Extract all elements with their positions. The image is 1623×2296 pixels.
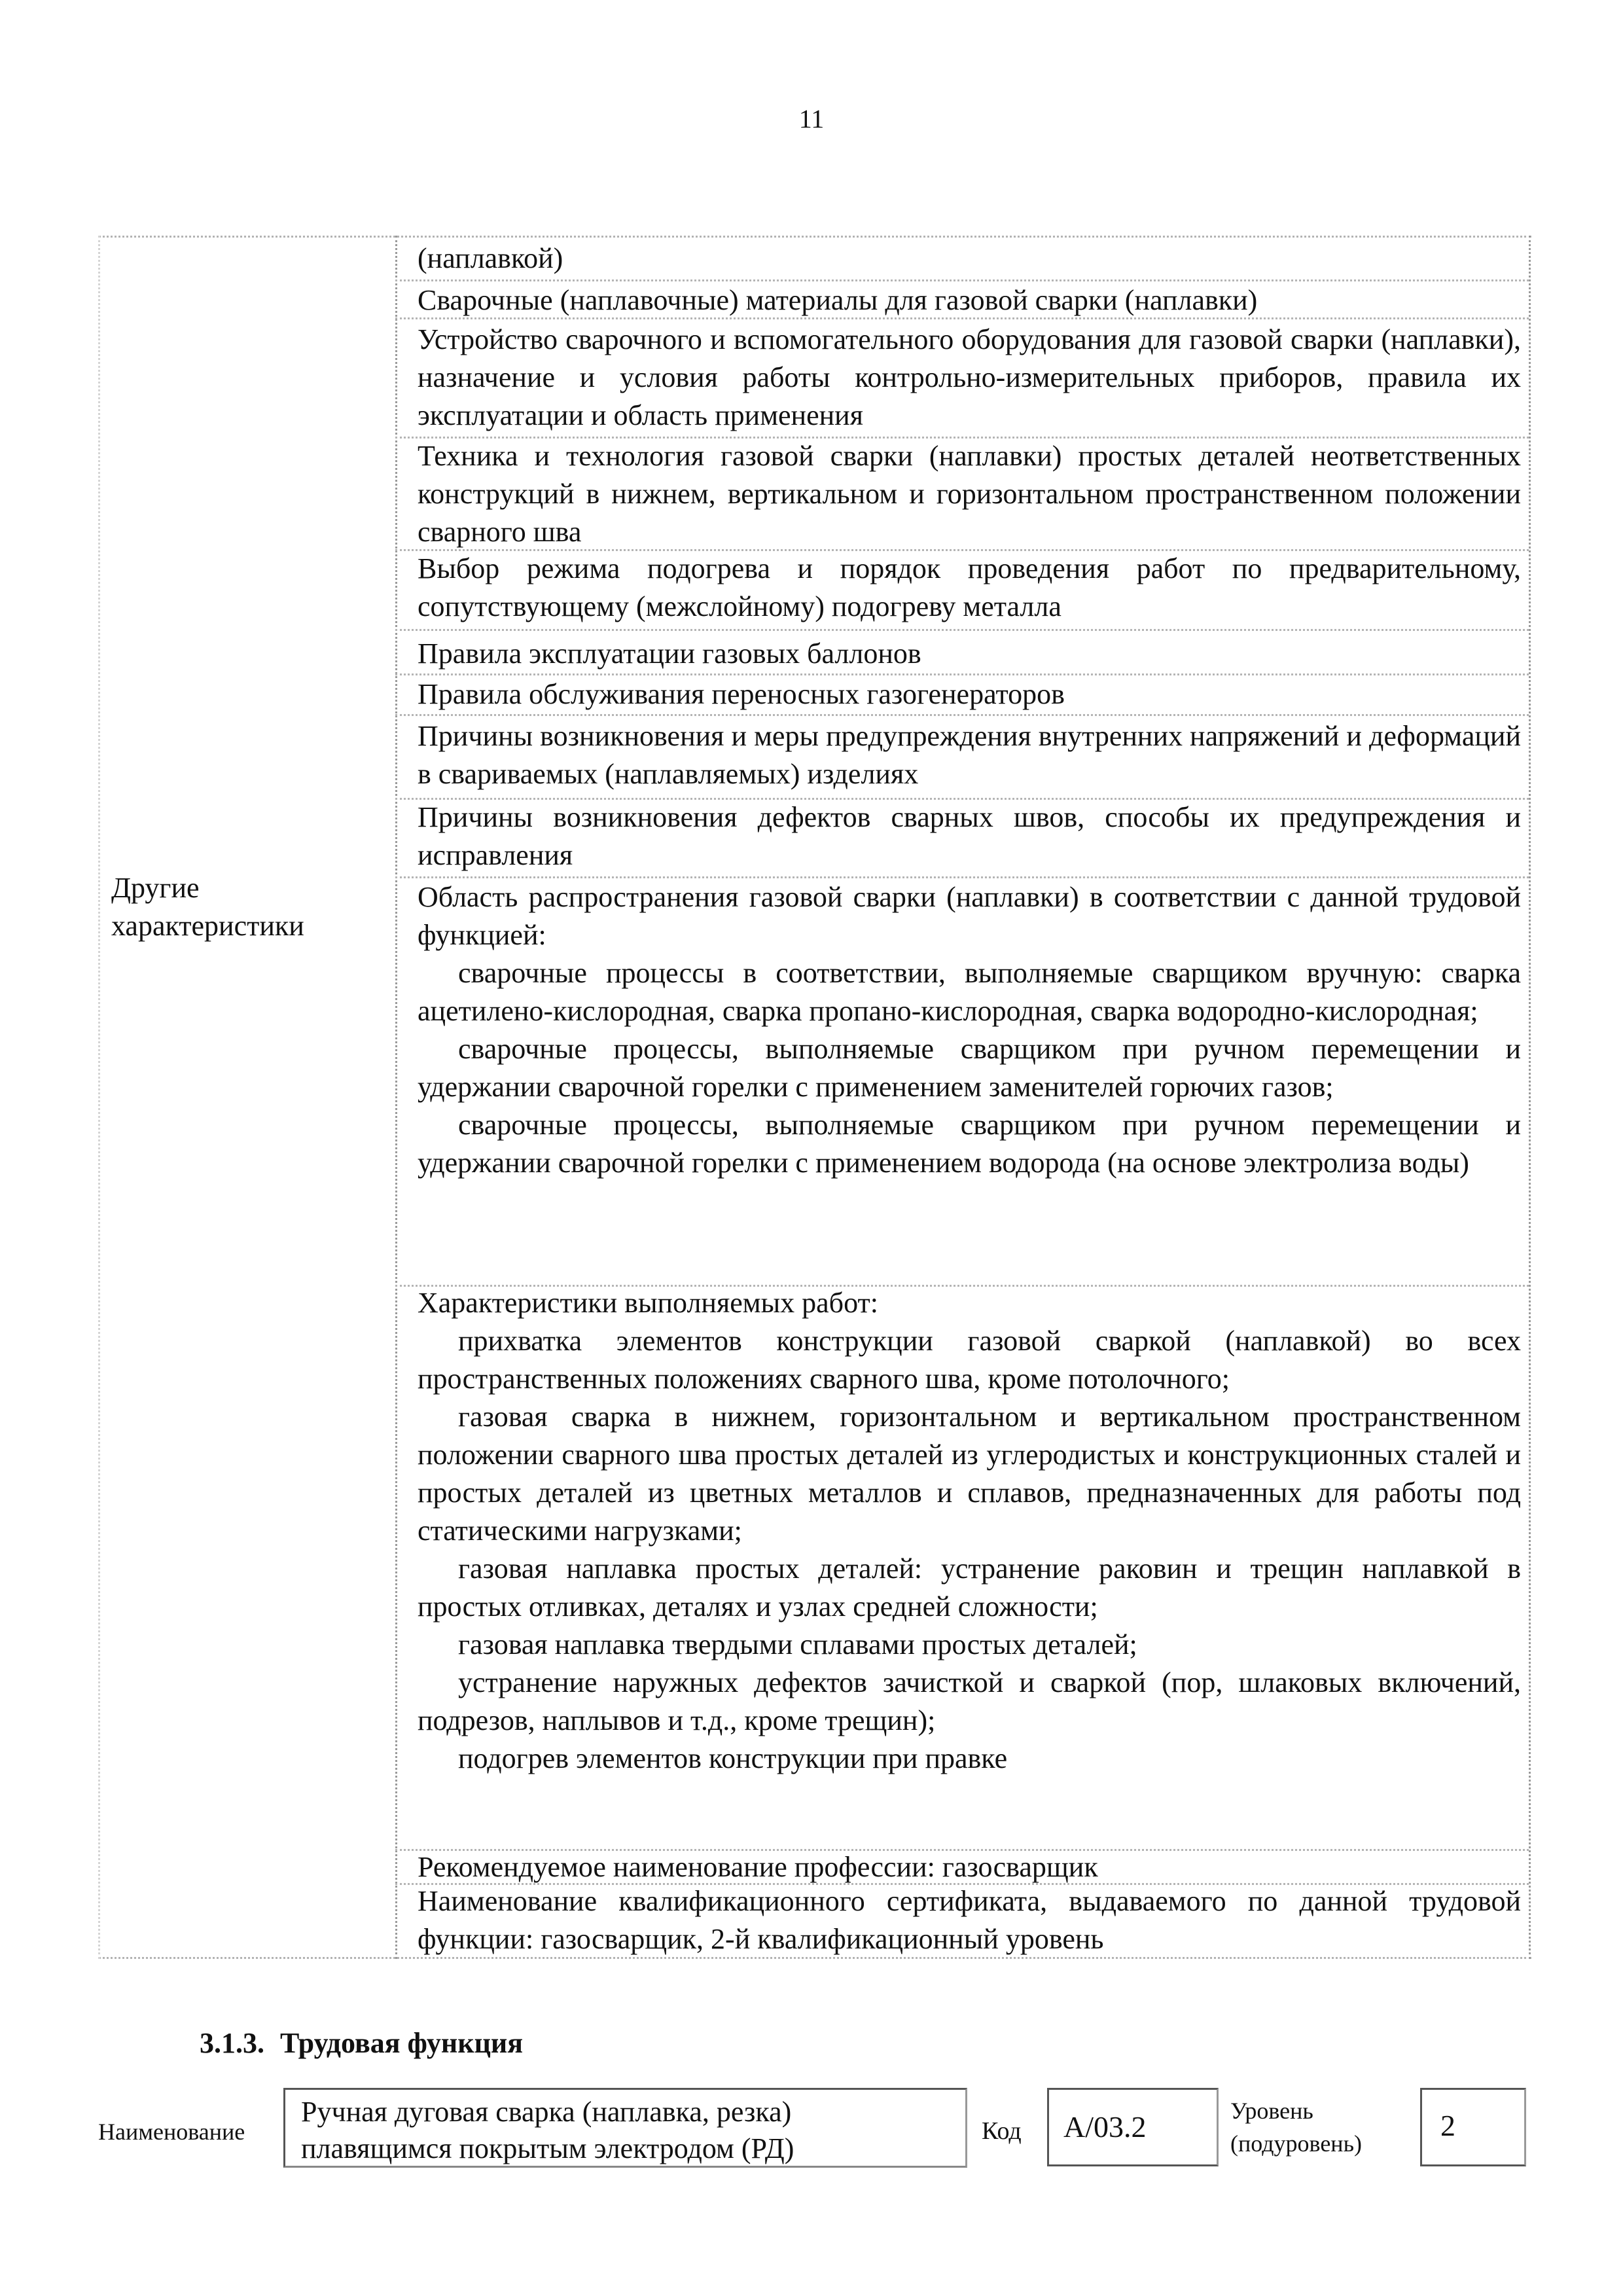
table-left-border [98, 236, 100, 1959]
scope-item: сварочные процессы, выполняемые сварщиком при ручном перемещении и удержании сварочной горелки с применением заменителей горючих газов; [418, 1033, 1521, 1103]
scope-item: сварочные процессы в соответствии, выполняемые сварщиком вручную: сварка ацетилено-кислородная, сварка пропано-кислородная, сварка водородно-кислородная; [418, 957, 1521, 1027]
code-label: Код [982, 2117, 1022, 2145]
section-title [200, 2026, 523, 2060]
table-row: Причины возникновения и меры предупреждения внутренних напряжений и деформаций в свариваемых (наплавляемых) изделиях [395, 716, 1529, 800]
level-label: Уровень (подуровень) [1230, 2098, 1362, 2157]
table-row: Техника и технология газовой сварки (наплавки) простых деталей неответственных конструкций в нижнем, вертикальном и горизонтальном пространственном положении сварного шва [395, 439, 1529, 551]
table-row: (наплавкой) [395, 236, 1529, 281]
table-row: Сварочные (наплавочные) материалы для газовой сварки (наплавки) [395, 281, 1529, 319]
section-number: 3.1.3. [200, 2027, 264, 2059]
table-row: Выбор режима подогрева и порядок проведения работ по предварительному, сопутствующему (межслойному) подогреву металла [395, 551, 1529, 631]
table-right-border [1529, 236, 1531, 1959]
table-row: Причины возникновения дефектов сварных швов, способы их предупреждения и исправления [395, 800, 1529, 878]
scope-intro: Область распространения газовой сварки (наплавки) в соответствии с данной трудовой функцией: [418, 881, 1521, 951]
characteristics-table [98, 236, 1531, 1959]
level-value-box: 2 [1420, 2088, 1526, 2166]
work-intro: Характеристики выполняемых работ: [418, 1287, 878, 1319]
code-value-box: А/03.2 [1047, 2088, 1219, 2166]
scope-row [395, 878, 1529, 1287]
table-row: Правила эксплуатации газовых баллонов [395, 631, 1529, 675]
table-row: Правила обслуживания переносных газогенераторов [395, 675, 1529, 716]
scope-item: сварочные процессы, выполняемые сварщиком при ручном перемещении и удержании сварочной горелки с применением водорода (на основе электролиза воды) [418, 1109, 1521, 1179]
other-characteristics-label: Другие характеристики [111, 872, 304, 942]
work-item: газовая наплавка простых деталей: устранение раковин и трещин наплавкой в простых отливках, деталях и узлах средней сложности; [418, 1552, 1521, 1623]
work-item: прихватка элементов конструкции газовой сваркой (наплавкой) во всех пространственных положениях сварного шва, кроме потолочного; [418, 1325, 1521, 1395]
table-row: Устройство сварочного и вспомогательного оборудования для газовой сварки (наплавки), назначение и условия работы контрольно-измерительных приборов, правила их эксплуатации и область применения [395, 319, 1529, 439]
work-characteristics-row [395, 1287, 1529, 1851]
function-name-box: Ручная дуговая сварка (наплавка, резка) плавящимся покрытым электродом (РД) [283, 2088, 967, 2168]
profession-row: Рекомендуемое наименование профессии: газосварщик [395, 1851, 1529, 1885]
work-item: подогрев элементов конструкции при правке [458, 1742, 1008, 1774]
certificate-row: Наименование квалификационного сертификата, выдаваемого по данной трудовой функции: газосварщик, 2-й квалификационный уровень [418, 1885, 1521, 1955]
work-item: газовая сварка в нижнем, горизонтальном и вертикальном пространственном положении сварного шва простых деталей из углеродистых и конструкционных сталей и простых деталей из цветных металлов и сплавов, предназначенных для работы под статическими нагрузками; [418, 1401, 1521, 1547]
page-number: 11 [798, 104, 825, 134]
section-heading: Трудовая функция [280, 2027, 524, 2059]
name-label: Наименование [98, 2119, 245, 2145]
work-item: газовая наплавка твердыми сплавами простых деталей; [458, 1628, 1137, 1660]
work-item: устранение наружных дефектов зачисткой и сваркой (пор, шлаковых включений, подрезов, наплывов и т.д., кроме трещин); [418, 1666, 1521, 1736]
